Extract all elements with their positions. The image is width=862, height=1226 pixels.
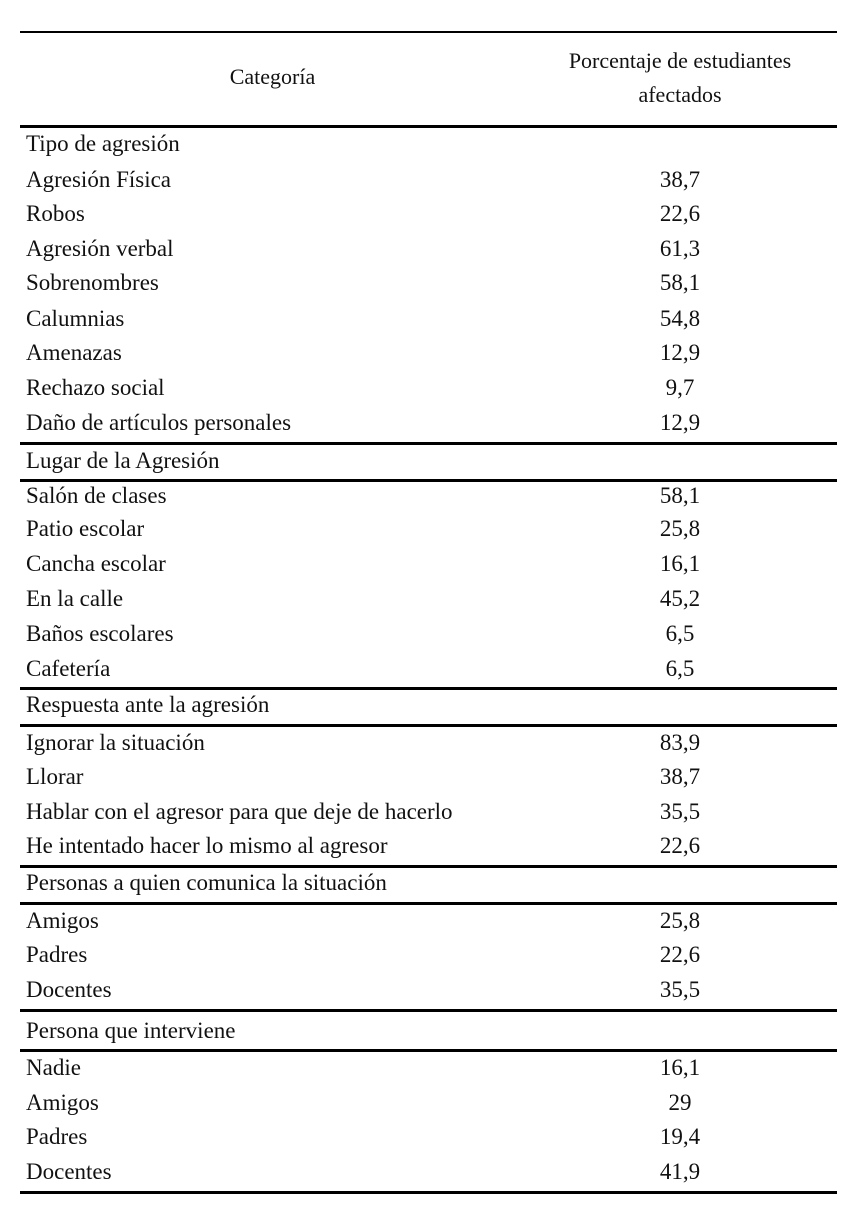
section-title: Respuesta ante la agresión — [26, 692, 270, 717]
row-value: 58,1 — [659, 483, 701, 508]
row-label: Sobrenombres — [26, 270, 159, 295]
section-title-rule — [20, 724, 837, 727]
row-value: 29 — [668, 1090, 692, 1115]
header-rule — [20, 125, 837, 128]
row-label: Calumnias — [26, 306, 125, 331]
row-label: Patio escolar — [26, 516, 145, 541]
section-title: Personas a quien comunica la situación — [26, 870, 387, 895]
row-label: Rechazo social — [26, 375, 165, 400]
row-label: Baños escolares — [26, 621, 174, 646]
row-label: Llorar — [26, 764, 84, 789]
row-value: 38,7 — [659, 764, 701, 789]
row-value: 61,3 — [659, 236, 701, 261]
row-value: 6,5 — [665, 656, 695, 681]
row-value: 6,5 — [665, 621, 695, 646]
row-value: 16,1 — [659, 551, 701, 576]
row-value: 9,7 — [665, 375, 695, 400]
row-value: 19,4 — [659, 1124, 701, 1149]
row-value: 12,9 — [659, 340, 701, 365]
row-value: 22,6 — [659, 942, 701, 967]
row-value: 41,9 — [659, 1159, 701, 1184]
header-category: Categoría — [229, 64, 316, 89]
row-label: Padres — [26, 1124, 88, 1149]
row-label: Amigos — [26, 1090, 99, 1115]
bottom-rule — [20, 1191, 837, 1194]
row-label: Docentes — [26, 977, 112, 1002]
row-value: 12,9 — [659, 410, 701, 435]
row-label: Cancha escolar — [26, 551, 166, 576]
row-value: 16,1 — [659, 1055, 701, 1080]
row-value: 22,6 — [659, 833, 701, 858]
row-value: 83,9 — [659, 730, 701, 755]
section-title: Lugar de la Agresión — [26, 448, 220, 473]
section-rule — [20, 442, 837, 445]
row-label: En la calle — [26, 586, 124, 611]
row-value: 45,2 — [659, 586, 701, 611]
row-label: Robos — [26, 201, 85, 226]
row-value: 54,8 — [659, 306, 701, 331]
row-value: 25,8 — [659, 908, 701, 933]
section-title: Tipo de agresión — [26, 131, 180, 156]
section-title-rule — [20, 902, 837, 905]
row-label: He intentado hacer lo mismo al agresor — [26, 833, 388, 858]
section-title-rule — [20, 1049, 837, 1052]
row-value: 58,1 — [659, 270, 701, 295]
row-value: 25,8 — [659, 516, 701, 541]
row-label: Daño de artículos personales — [26, 410, 292, 435]
row-label: Agresión Física — [26, 167, 172, 192]
row-label: Padres — [26, 942, 88, 967]
section-title: Persona que interviene — [26, 1018, 236, 1043]
row-label: Amigos — [26, 908, 99, 933]
row-label: Docentes — [26, 1159, 112, 1184]
section-rule — [20, 1009, 837, 1012]
header-percent — [525, 44, 835, 112]
row-label: Ignorar la situación — [26, 730, 205, 755]
row-label: Nadie — [26, 1055, 81, 1080]
row-label: Amenazas — [26, 340, 122, 365]
row-value: 35,5 — [659, 977, 701, 1002]
row-label: Hablar con el agresor para que deje de hacerlo — [26, 799, 453, 824]
row-value: 22,6 — [659, 201, 701, 226]
row-value: 35,5 — [659, 799, 701, 824]
row-label: Salón de clases — [26, 483, 167, 508]
top-rule — [20, 31, 837, 33]
header-percent-line2: afectados — [638, 82, 722, 107]
row-label: Cafetería — [26, 656, 111, 681]
header-percent-line1: Porcentaje de estudiantes — [568, 48, 792, 73]
row-label: Agresión verbal — [26, 236, 174, 261]
row-value: 38,7 — [659, 167, 701, 192]
